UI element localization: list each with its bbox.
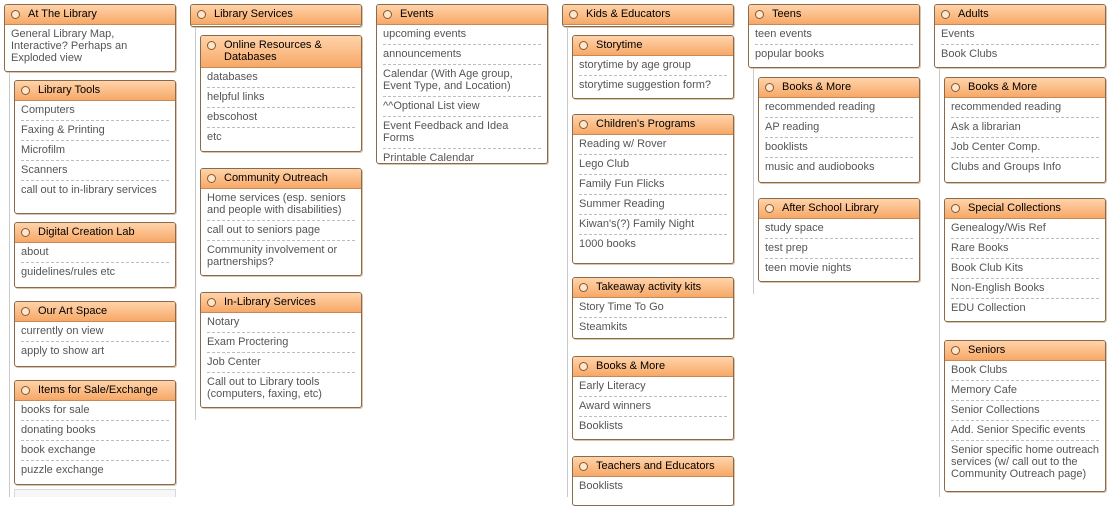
subsection-our-art-space-title: Our Art Space: [38, 305, 108, 317]
subsection-in-library-services-header[interactable]: [201, 293, 361, 313]
section-kids-and-educators-title: Kids & Educators: [586, 8, 671, 20]
subsection-books-and-more-items: [573, 377, 733, 436]
list-item[interactable]: recommended reading: [765, 98, 913, 118]
subsection-seniors-title: Seniors: [968, 344, 1006, 356]
list-item[interactable]: Community involvement or partnerships?: [207, 244, 338, 268]
subsection-books-and-more-title: Books & More: [596, 360, 666, 372]
list-item[interactable]: Booklists: [579, 480, 624, 492]
section-events-header[interactable]: [377, 5, 547, 25]
list-item[interactable]: storytime suggestion form?: [579, 79, 712, 91]
circle-icon: [569, 10, 578, 19]
section-library-services-header[interactable]: [191, 5, 361, 25]
column-kids-and-educators: [562, 0, 734, 497]
list-item[interactable]: Kiwan's(?) Family Night: [579, 215, 727, 235]
section-at-the-library-items: [5, 25, 175, 68]
subsection-community-outreach-items: [201, 189, 361, 272]
section-at-the-library-header[interactable]: [5, 5, 175, 25]
subsection-seniors-header[interactable]: [945, 341, 1105, 361]
subsection-books-and-more-box: [944, 77, 1106, 183]
list-item[interactable]: upcoming events: [383, 25, 541, 45]
section-adults-header[interactable]: [935, 5, 1105, 25]
section-events-box: [376, 4, 548, 164]
list-item[interactable]: apply to show art: [21, 345, 105, 357]
list-item[interactable]: Book Clubs: [941, 48, 998, 60]
subsection-after-school-library-items: [759, 219, 919, 278]
subsection-seniors-box: [944, 340, 1106, 492]
list-item[interactable]: helpful links: [207, 88, 355, 108]
subsection-children-s-programs-box: [572, 114, 734, 264]
column-library-services: [190, 0, 362, 497]
list-item[interactable]: Notary: [207, 313, 355, 333]
circle-icon: [951, 204, 960, 213]
circle-icon: [765, 83, 774, 92]
list-item[interactable]: call out to seniors page: [207, 221, 355, 241]
list-item[interactable]: Call out to Library tools (computers, faxing, etc): [207, 376, 322, 400]
circle-icon: [951, 83, 960, 92]
list-item[interactable]: Job Center Comp.: [951, 138, 1099, 158]
list-item[interactable]: Rare Books: [951, 239, 1099, 259]
subsection-books-and-more-items: [759, 98, 919, 177]
list-item[interactable]: databases: [207, 68, 355, 88]
subsection-community-outreach-title: Community Outreach: [224, 172, 328, 184]
list-item[interactable]: Booklists: [579, 420, 624, 432]
list-item[interactable]: books for sale: [21, 401, 169, 421]
circle-icon: [207, 174, 216, 183]
section-kids-and-educators-box: [562, 4, 734, 27]
circle-icon: [579, 41, 588, 50]
section-events-items: [377, 25, 547, 168]
circle-icon: [11, 10, 20, 19]
subsection-children-s-programs-title: Children's Programs: [596, 118, 696, 130]
list-item[interactable]: Senior Collections: [951, 401, 1099, 421]
subsection-community-outreach-header[interactable]: [201, 169, 361, 189]
list-item[interactable]: teen movie nights: [765, 262, 852, 274]
subsection-our-art-space-header[interactable]: [15, 302, 175, 322]
list-item[interactable]: announcements: [383, 45, 541, 65]
list-item[interactable]: music and audiobooks: [765, 161, 875, 173]
list-item[interactable]: recommended reading: [951, 98, 1099, 118]
circle-icon: [21, 228, 30, 237]
section-adults-items: [935, 25, 1105, 64]
circle-icon: [579, 462, 588, 471]
subsection-storytime-title: Storytime: [596, 39, 643, 51]
section-adults-title: Adults: [958, 8, 989, 20]
connector-line: [753, 68, 754, 294]
subsection-books-and-more-header[interactable]: [759, 78, 919, 98]
circle-icon: [197, 10, 206, 19]
section-library-services-box: [190, 4, 362, 27]
section-teens-box: [748, 4, 920, 68]
list-item[interactable]: etc: [207, 131, 222, 143]
list-item[interactable]: Genealogy/Wis Ref: [951, 219, 1099, 239]
list-item[interactable]: currently on view: [21, 322, 169, 342]
connector-line: [9, 72, 10, 497]
list-item[interactable]: Reading w/ Rover: [579, 135, 727, 155]
subsection-teachers-and-educators-header[interactable]: [573, 457, 733, 477]
list-item[interactable]: book exchange: [21, 441, 169, 461]
subsection-books-and-more-box: [758, 77, 920, 183]
list-item[interactable]: Book Club Kits: [951, 259, 1099, 279]
subsection-digital-creation-lab-items: [15, 243, 175, 282]
list-item[interactable]: storytime by age group: [579, 56, 727, 76]
subsection-special-collections-items: [945, 219, 1105, 318]
list-item[interactable]: booklists: [765, 138, 913, 158]
circle-icon: [579, 283, 588, 292]
list-item[interactable]: Summer Reading: [579, 195, 727, 215]
subsection-books-and-more-header[interactable]: [573, 357, 733, 377]
circle-icon: [207, 41, 216, 50]
subsection-books-and-more-header[interactable]: [945, 78, 1105, 98]
subsection-teachers-and-educators-title: Teachers and Educators: [596, 460, 715, 472]
list-item[interactable]: Computers: [21, 101, 169, 121]
section-teens-title: Teens: [772, 8, 802, 20]
list-item[interactable]: ^^Optional List view: [383, 97, 541, 117]
overflow-edge: [14, 489, 176, 497]
circle-icon: [383, 10, 392, 19]
list-item[interactable]: study space: [765, 219, 913, 239]
column-events: [376, 0, 548, 497]
column-adults: [934, 0, 1106, 497]
subsection-items-for-sale-exchange-box: [14, 380, 176, 485]
subsection-digital-creation-lab-box: [14, 222, 176, 288]
column-teens: [748, 0, 920, 497]
subsection-takeaway-activity-kits-box: [572, 277, 734, 339]
subsection-digital-creation-lab-header[interactable]: [15, 223, 175, 243]
subsection-library-tools-box: [14, 80, 176, 214]
list-item[interactable]: teen events: [755, 25, 913, 45]
list-item[interactable]: Events: [941, 25, 1099, 45]
circle-icon: [21, 386, 30, 395]
subsection-special-collections-header[interactable]: [945, 199, 1105, 219]
subsection-library-tools-header[interactable]: [15, 81, 175, 101]
list-item[interactable]: Early Literacy: [579, 377, 727, 397]
list-item[interactable]: Exam Proctering: [207, 333, 355, 353]
section-library-services-title: Library Services: [214, 8, 293, 20]
list-item[interactable]: EDU Collection: [951, 302, 1026, 314]
subsection-library-tools-title: Library Tools: [38, 84, 101, 96]
section-teens-header[interactable]: [749, 5, 919, 25]
column-at-the-library: [4, 0, 176, 497]
subsection-online-resources-and-databases-items: [201, 68, 361, 147]
list-item[interactable]: about: [21, 243, 169, 263]
subsection-in-library-services-items: [201, 313, 361, 404]
subsection-digital-creation-lab-title: Digital Creation Lab: [38, 226, 135, 238]
list-item[interactable]: Faxing & Printing: [21, 121, 169, 141]
subsection-storytime-header[interactable]: [573, 36, 733, 56]
section-at-the-library-box: [4, 4, 176, 72]
subsection-special-collections-title: Special Collections: [968, 202, 1061, 214]
subsection-after-school-library-header[interactable]: [759, 199, 919, 219]
subsection-items-for-sale-exchange-header[interactable]: [15, 381, 175, 401]
section-at-the-library-title: At The Library: [28, 8, 97, 20]
subsection-library-tools-items: [15, 101, 175, 200]
list-item[interactable]: Add. Senior Specific events: [951, 421, 1099, 441]
subsection-our-art-space-box: [14, 301, 176, 367]
list-item[interactable]: Senior specific home outreach services (w/ call out to the Community Outreach page): [951, 444, 1099, 480]
list-item[interactable]: Event Feedback and Idea Forms: [383, 117, 541, 149]
list-item[interactable]: Ask a librarian: [951, 118, 1099, 138]
subsection-storytime-box: [572, 35, 734, 99]
subsection-our-art-space-items: [15, 322, 175, 361]
circle-icon: [579, 120, 588, 129]
subsection-storytime-items: [573, 56, 733, 95]
circle-icon: [579, 362, 588, 371]
list-item[interactable]: Calendar (With Age group, Event Type, and Location): [383, 65, 541, 97]
subsection-takeaway-activity-kits-items: [573, 298, 733, 337]
subsection-books-and-more-title: Books & More: [968, 81, 1038, 93]
list-item[interactable]: Clubs and Groups Info: [951, 161, 1062, 173]
subsection-after-school-library-box: [758, 198, 920, 282]
subsection-seniors-items: [945, 361, 1105, 484]
section-teens-items: [749, 25, 919, 64]
list-item[interactable]: Family Fun Flicks: [579, 175, 727, 195]
subsection-in-library-services-title: In-Library Services: [224, 296, 316, 308]
subsection-online-resources-and-databases-header[interactable]: [201, 36, 361, 68]
subsection-takeaway-activity-kits-header[interactable]: [573, 278, 733, 298]
connector-line: [939, 68, 940, 497]
subsection-special-collections-box: [944, 198, 1106, 322]
circle-icon: [207, 298, 216, 307]
list-item[interactable]: Printable Calendar: [383, 152, 475, 164]
list-item[interactable]: guidelines/rules etc: [21, 266, 116, 278]
circle-icon: [941, 10, 950, 19]
connector-line: [567, 27, 568, 497]
list-item[interactable]: test prep: [765, 239, 913, 259]
list-item[interactable]: Job Center: [207, 353, 355, 373]
subsection-books-and-more-title: Books & More: [782, 81, 852, 93]
subsection-books-and-more-box: [572, 356, 734, 440]
subsection-items-for-sale-exchange-items: [15, 401, 175, 480]
subsection-online-resources-and-databases-box: [200, 35, 362, 152]
list-item[interactable]: donating books: [21, 421, 169, 441]
subsection-children-s-programs-header[interactable]: [573, 115, 733, 135]
section-kids-and-educators-header[interactable]: [563, 5, 733, 25]
subsection-books-and-more-items: [945, 98, 1105, 177]
list-item[interactable]: Home services (esp. seniors and people with disabilities): [207, 189, 355, 221]
list-item[interactable]: Microfilm: [21, 141, 169, 161]
list-item[interactable]: call out to in-library services: [21, 184, 157, 196]
section-adults-box: [934, 4, 1106, 68]
circle-icon: [21, 307, 30, 316]
section-events-title: Events: [400, 8, 434, 20]
list-item[interactable]: popular books: [755, 48, 825, 60]
list-item[interactable]: General Library Map, Interactive? Perhaps an Exploded view: [11, 28, 128, 64]
subsection-community-outreach-box: [200, 168, 362, 276]
list-item[interactable]: ebscohost: [207, 108, 355, 128]
subsection-online-resources-and-databases-title: Online Resources & Databases: [224, 39, 322, 63]
subsection-children-s-programs-items: [573, 135, 733, 254]
circle-icon: [951, 346, 960, 355]
list-item[interactable]: Scanners: [21, 161, 169, 181]
subsection-after-school-library-title: After School Library: [782, 202, 879, 214]
circle-icon: [755, 10, 764, 19]
subsection-items-for-sale-exchange-title: Items for Sale/Exchange: [38, 384, 158, 396]
subsection-in-library-services-box: [200, 292, 362, 408]
subsection-takeaway-activity-kits-title: Takeaway activity kits: [596, 281, 702, 293]
connector-line: [195, 27, 196, 420]
list-item[interactable]: AP reading: [765, 118, 913, 138]
circle-icon: [765, 204, 774, 213]
list-item[interactable]: puzzle exchange: [21, 464, 104, 476]
circle-icon: [21, 86, 30, 95]
list-item[interactable]: Story Time To Go: [579, 298, 727, 318]
list-item[interactable]: Lego Club: [579, 155, 727, 175]
list-item[interactable]: Steamkits: [579, 321, 628, 333]
subsection-teachers-and-educators-items: [573, 477, 733, 496]
subsection-teachers-and-educators-box: [572, 456, 734, 506]
list-item[interactable]: Memory Cafe: [951, 381, 1099, 401]
list-item[interactable]: Non-English Books: [951, 279, 1099, 299]
list-item[interactable]: 1000 books: [579, 238, 636, 250]
list-item[interactable]: Award winners: [579, 397, 727, 417]
list-item[interactable]: Book Clubs: [951, 361, 1099, 381]
